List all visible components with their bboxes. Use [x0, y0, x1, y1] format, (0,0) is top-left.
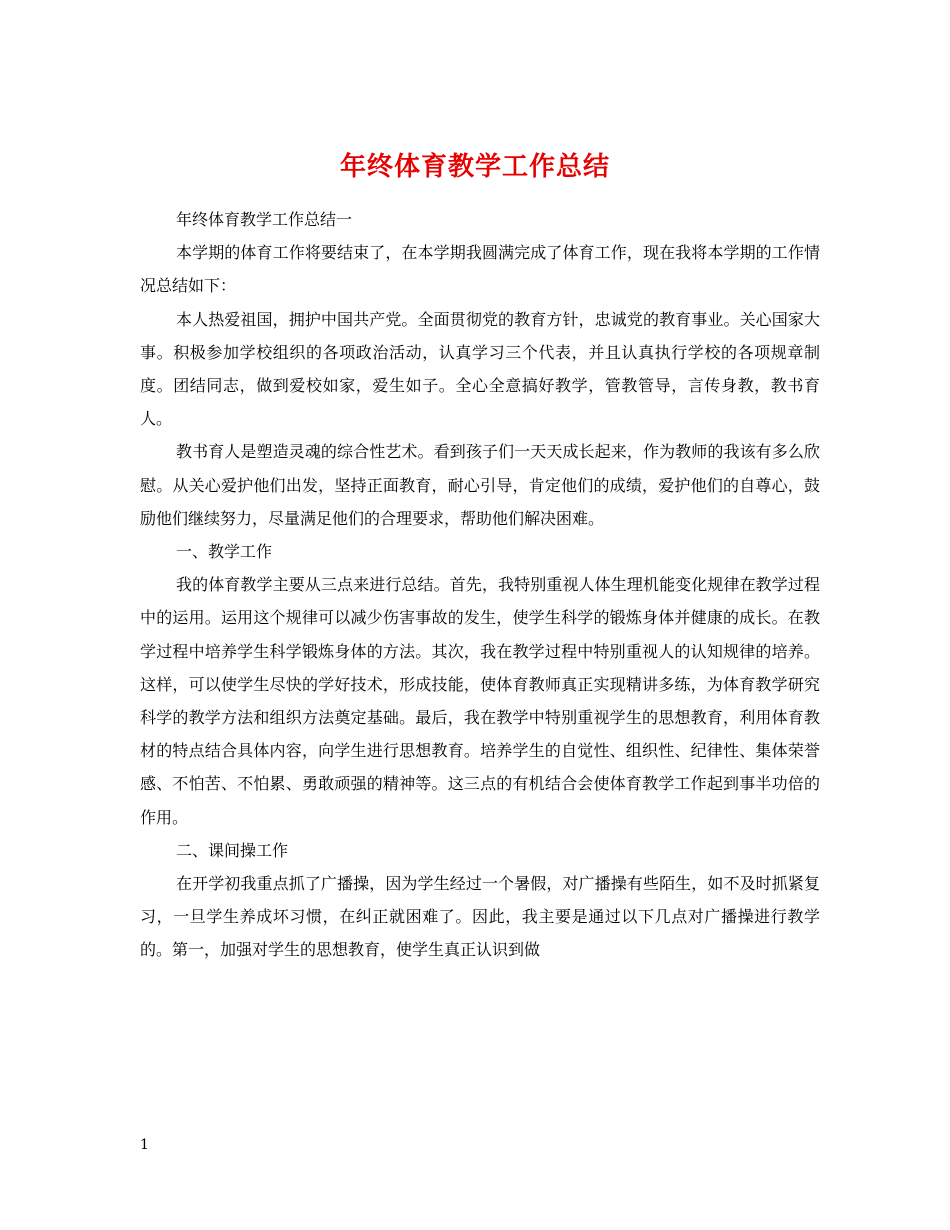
paragraph: 本学期的体育工作将要结束了，在本学期我圆满完成了体育工作，现在我将本学期的工作情况总结如下： — [140, 243, 820, 296]
paragraph: 在开学初我重点抓了广播操，因为学生经过一个暑假，对广播操有些陌生，如不及时抓紧复习，一旦学生养成坏习惯，在纠正就困难了。因此，我主要是通过以下几点对广播操进行教学的。第一，加强对学生的思想教育，使学生真正认识到做 — [140, 874, 820, 960]
document-body — [140, 203, 820, 967]
paragraph: 本人热爱祖国，拥护中国共产党。全面贯彻党的教育方针，忠诚党的教育事业。关心国家大事。积极参加学校组织的各项政治活动，认真学习三个代表，并且认真执行学校的各项规章制度。团结同志，做到爱校如家，爱生如子。全心全意搞好教学，管教管导，言传身教，教书育人。 — [140, 309, 820, 429]
paragraph-heading-exercise: 二、课间操工作 — [176, 840, 289, 860]
page-number: 1 — [140, 1137, 149, 1153]
paragraph-section-heading: 年终体育教学工作总结一 — [176, 210, 353, 229]
paragraph: 教书育人是塑造灵魂的综合性艺术。看到孩子们一天天成长起来，作为教师的我该有多么欣慰。从关心爱护他们出发，坚持正面教育，耐心引导，肯定他们的成绩，爱护他们的自尊心，鼓励他们继续努力，尽量满足他们的合理要求，帮助他们解决困难。 — [140, 442, 820, 528]
paragraph-heading-teaching: 一、教学工作 — [176, 542, 273, 562]
paragraph: 我的体育教学主要从三点来进行总结。首先，我特别重视人体生理机能变化规律在教学过程中的运用。运用这个规律可以减少伤害事故的发生，使学生科学的锻炼身体并健康的成长。在教学过程中培养学生科学锻炼身体的方法。其次，我在教学过程中特别重视人的认知规律的培养。这样，可以使学生尽快的学好技术，形成技能，使体育教师真正实现精讲多练，为体育教学研究科学的教学方法和组织方法奠定基础。最后，我在教学中特别重视学生的思想教育，利用体育教材的特点结合具体内容，向学生进行思想教育。培养学生的自觉性、组织性、纪律性、集体荣誉感、不怕苦、不怕累、勇敢顽强的精神等。这三点的有机结合会使体育教学工作起到事半功倍的作用。 — [140, 575, 820, 827]
document-title: 年终体育教学工作总结 — [339, 152, 610, 183]
